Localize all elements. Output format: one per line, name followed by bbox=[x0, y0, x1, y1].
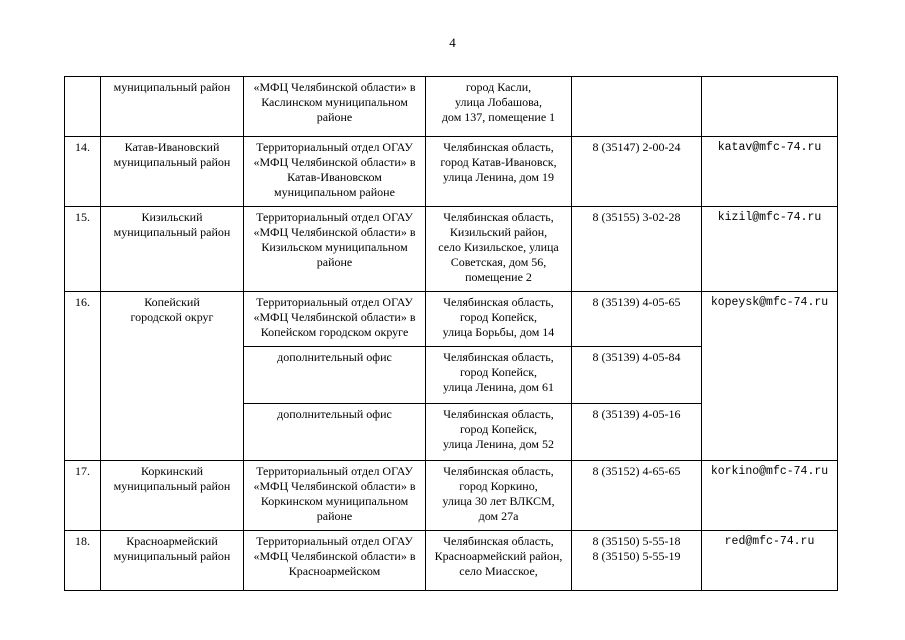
address-cell-line: Челябинская область, bbox=[443, 140, 554, 154]
district-cell-line: муниципальный район bbox=[113, 80, 231, 94]
phone-cell-line: 8 (35155) 3-02-28 bbox=[592, 210, 681, 224]
office-name-cell-line: Территориальный отдел ОГАУ bbox=[256, 295, 413, 309]
phone-cell bbox=[572, 77, 702, 137]
address-cell-line: город Касли, bbox=[465, 80, 532, 94]
office-name-cell-line: «МФЦ Челябинской области» в bbox=[253, 155, 416, 169]
office-name-cell-line: Коркинском муниципальном bbox=[260, 494, 409, 508]
phone-cell-line: 8 (35150) 5-55-18 bbox=[592, 534, 681, 548]
address-cell-line: улица Ленина, дом 19 bbox=[442, 170, 555, 184]
table-row bbox=[65, 531, 838, 591]
office-name-cell-line: «МФЦ Челябинской области» в bbox=[253, 549, 416, 563]
address-cell-line: Челябинская область, bbox=[443, 295, 554, 309]
email-cell: red@mfc-74.ru bbox=[702, 531, 838, 591]
office-name-cell-line: Копейском городском округе bbox=[260, 325, 409, 339]
address-cell bbox=[426, 77, 572, 137]
office-name-cell-line: районе bbox=[316, 110, 353, 124]
office-name-cell-line: «МФЦ Челябинской области» в bbox=[253, 225, 416, 239]
district-cell-line: городской округ bbox=[130, 310, 214, 324]
district-cell-line: Копейский bbox=[144, 295, 200, 309]
office-name-cell bbox=[244, 292, 426, 347]
phone-cell-line: 8 (35139) 4-05-16 bbox=[592, 407, 681, 421]
district-cell bbox=[101, 531, 244, 591]
district-cell-line: Коркинский bbox=[140, 464, 204, 478]
address-cell-line: улица Лобашова, bbox=[455, 95, 542, 109]
phone-cell bbox=[572, 461, 702, 531]
district-cell-line: муниципальный район bbox=[113, 479, 231, 493]
office-name-cell-line: «МФЦ Челябинской области» в bbox=[253, 479, 416, 493]
table-body bbox=[65, 77, 838, 591]
office-name-cell-line: Катав-Ивановском bbox=[287, 170, 382, 184]
address-cell-line: улица Ленина, дом 61 bbox=[442, 380, 555, 394]
address-cell-line: дом 137, помещение 1 bbox=[441, 110, 556, 124]
address-cell-line: Красноармейский район, bbox=[434, 549, 563, 563]
address-cell-line: улица Борьбы, дом 14 bbox=[442, 325, 555, 339]
district-cell bbox=[101, 292, 244, 461]
office-name-cell bbox=[244, 77, 426, 137]
table-row bbox=[65, 292, 838, 347]
district-cell-line: Красноармейский bbox=[126, 534, 218, 548]
email-cell bbox=[702, 77, 838, 137]
office-name-cell-line: Территориальный отдел ОГАУ bbox=[256, 140, 413, 154]
address-cell-line: город Копейск, bbox=[459, 365, 538, 379]
phone-cell bbox=[572, 531, 702, 591]
district-cell-line: Кизильский bbox=[141, 210, 203, 224]
district-cell bbox=[101, 77, 244, 137]
email-cell: kizil@mfc-74.ru bbox=[702, 207, 838, 292]
office-name-cell bbox=[244, 531, 426, 591]
office-name-cell-line: «МФЦ Челябинской области» в bbox=[253, 80, 416, 94]
address-cell-line: город Копейск, bbox=[459, 422, 538, 436]
row-number bbox=[65, 77, 101, 137]
phone-cell bbox=[572, 404, 702, 461]
address-cell-line: город Коркино, bbox=[459, 479, 538, 493]
address-cell bbox=[426, 461, 572, 531]
phone-cell bbox=[572, 347, 702, 404]
address-cell-line: Советская, дом 56, bbox=[450, 255, 547, 269]
address-cell bbox=[426, 137, 572, 207]
office-name-cell-line: Кизильском муниципальном bbox=[261, 240, 408, 254]
office-name-cell-line: Территориальный отдел ОГАУ bbox=[256, 534, 413, 548]
address-cell-line: улица 30 лет ВЛКСМ, bbox=[442, 494, 555, 508]
address-cell-line: Кизильский район, bbox=[449, 225, 548, 239]
district-cell-line: муниципальный район bbox=[113, 549, 231, 563]
row-number: 17. bbox=[65, 461, 101, 531]
office-name-cell bbox=[244, 347, 426, 404]
row-number: 14. bbox=[65, 137, 101, 207]
office-name-cell-line: Красноармейском bbox=[288, 564, 381, 578]
address-cell-line: Челябинская область, bbox=[443, 210, 554, 224]
address-cell bbox=[426, 347, 572, 404]
email-cell: kopeysk@mfc-74.ru bbox=[702, 292, 838, 461]
address-cell-line: село Миасское, bbox=[459, 564, 538, 578]
address-cell bbox=[426, 531, 572, 591]
address-cell bbox=[426, 207, 572, 292]
row-number: 16. bbox=[65, 292, 101, 461]
email-cell: korkino@mfc-74.ru bbox=[702, 461, 838, 531]
office-name-cell bbox=[244, 207, 426, 292]
office-name-cell-line: Каслинском муниципальном bbox=[261, 95, 408, 109]
office-name-cell-line: районе bbox=[316, 255, 353, 269]
table-row bbox=[65, 207, 838, 292]
address-cell-line: Челябинская область, bbox=[443, 407, 554, 421]
table-row bbox=[65, 137, 838, 207]
address-cell-line: помещение 2 bbox=[465, 270, 532, 284]
page-number: 4 bbox=[449, 35, 456, 50]
mfc-offices-table bbox=[64, 76, 838, 591]
phone-cell bbox=[572, 207, 702, 292]
address-cell bbox=[426, 292, 572, 347]
office-name-cell bbox=[244, 137, 426, 207]
district-cell-line: муниципальный район bbox=[113, 155, 231, 169]
address-cell-line: улица Ленина, дом 52 bbox=[442, 437, 555, 451]
district-cell-line: Катав-Ивановский bbox=[124, 140, 220, 154]
phone-cell-line: 8 (35152) 4-65-65 bbox=[592, 464, 681, 478]
address-cell-line: Челябинская область, bbox=[443, 464, 554, 478]
district-cell-line: муниципальный район bbox=[113, 225, 231, 239]
phone-cell-line: 8 (35139) 4-05-65 bbox=[592, 295, 681, 309]
office-name-cell-line: дополнительный офис bbox=[277, 350, 392, 364]
district-cell bbox=[101, 137, 244, 207]
office-name-cell bbox=[244, 461, 426, 531]
address-cell-line: город Катав-Ивановск, bbox=[440, 155, 557, 169]
address-cell-line: Челябинская область, bbox=[443, 534, 554, 548]
district-cell bbox=[101, 207, 244, 292]
row-number: 18. bbox=[65, 531, 101, 591]
office-name-cell-line: Территориальный отдел ОГАУ bbox=[256, 210, 413, 224]
email-cell: katav@mfc-74.ru bbox=[702, 137, 838, 207]
office-name-cell bbox=[244, 404, 426, 461]
office-name-cell-line: «МФЦ Челябинской области» в bbox=[253, 310, 416, 324]
district-cell bbox=[101, 461, 244, 531]
address-cell bbox=[426, 404, 572, 461]
table-row bbox=[65, 461, 838, 531]
phone-cell-line: 8 (35150) 5-55-19 bbox=[592, 549, 681, 563]
office-name-cell-line: Территориальный отдел ОГАУ bbox=[256, 464, 413, 478]
table-row bbox=[65, 77, 838, 137]
address-cell-line: город Копейск, bbox=[459, 310, 538, 324]
phone-cell bbox=[572, 137, 702, 207]
address-cell-line: село Кизильское, улица bbox=[438, 240, 559, 254]
office-name-cell-line: муниципальном районе bbox=[274, 185, 395, 199]
row-number: 15. bbox=[65, 207, 101, 292]
office-name-cell-line: дополнительный офис bbox=[277, 407, 392, 421]
address-cell-line: Челябинская область, bbox=[443, 350, 554, 364]
phone-cell-line: 8 (35147) 2-00-24 bbox=[592, 140, 681, 154]
phone-cell-line: 8 (35139) 4-05-84 bbox=[592, 350, 681, 364]
office-name-cell-line: районе bbox=[316, 509, 353, 523]
address-cell-line: дом 27а bbox=[478, 509, 519, 523]
phone-cell bbox=[572, 292, 702, 347]
